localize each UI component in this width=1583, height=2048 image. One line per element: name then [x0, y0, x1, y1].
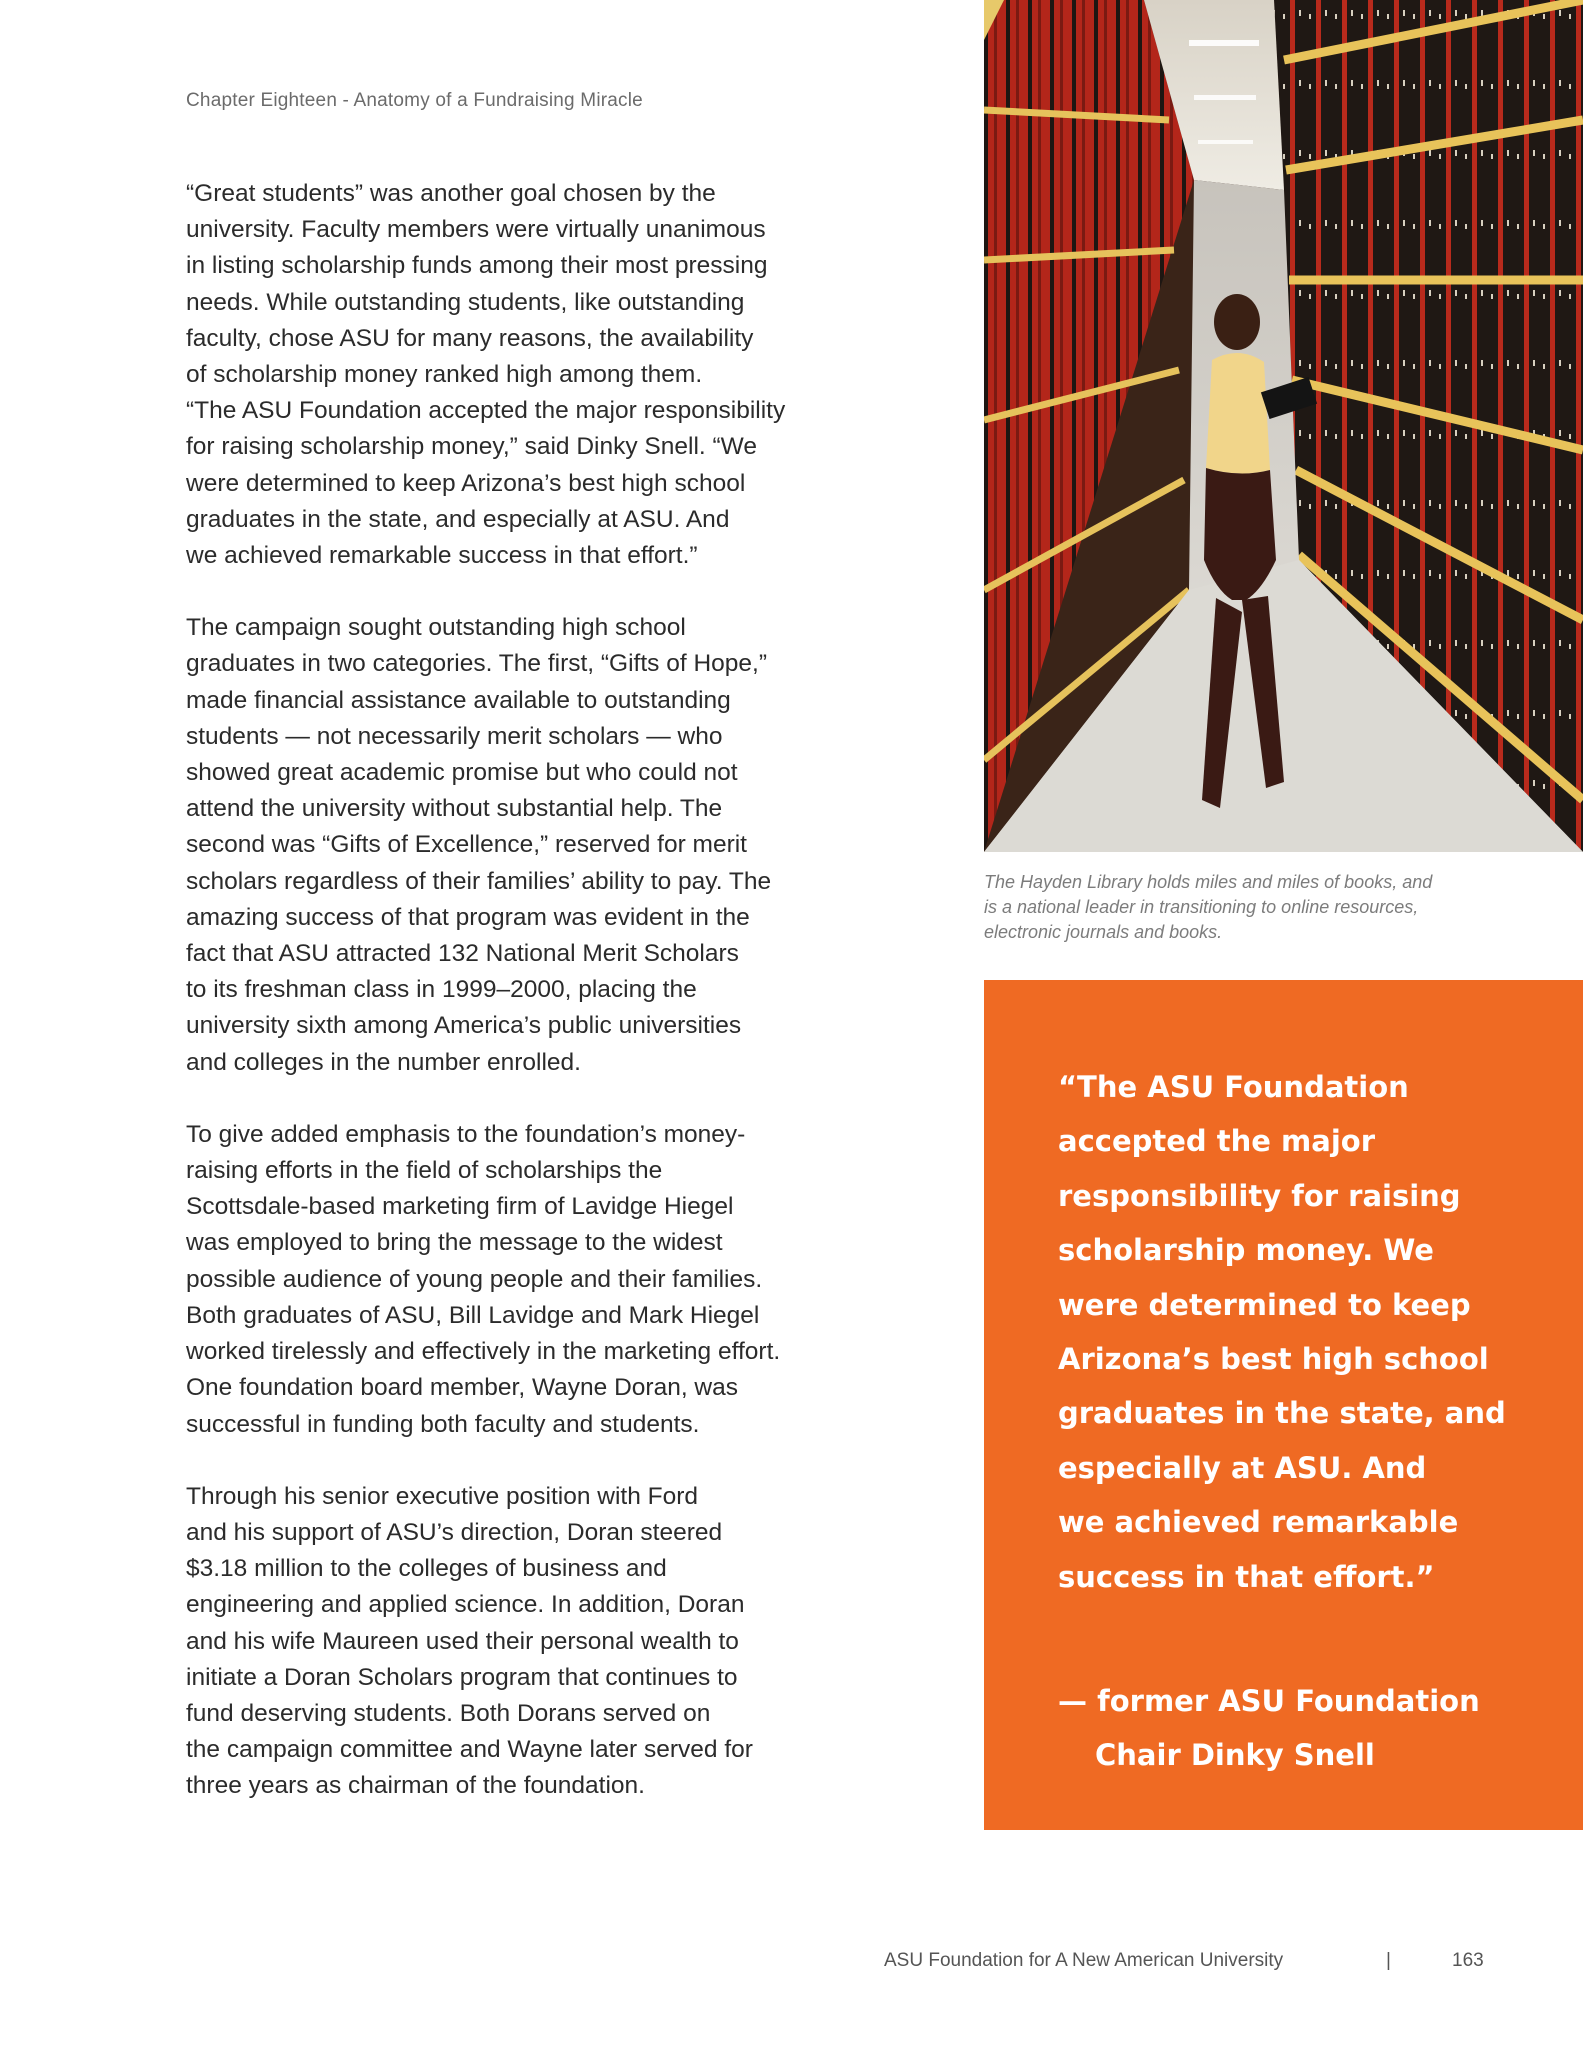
attribution-line-1: — former ASU Foundation: [1058, 1684, 1480, 1718]
paragraph-4: Through his senior executive position with Ford and his support of ASU’s direction, Doran steered $3.18 million to the colleges of business and engineering and applied science. In addition, Doran and his wife Maureen used their personal wealth to initiate a Doran Scholars program that continues to fund deserving students. Both Dorans served on the campaign committee and Wayne later served for three years as chairman of the foundation.: [186, 1482, 753, 1800]
body-text: [186, 176, 836, 1841]
chapter-header: Chapter Eighteen - Anatomy of a Fundraising Miracle: [186, 90, 643, 111]
paragraph-3: To give added emphasis to the foundation’s money- raising efforts in the field of scholarships the Scottsdale-based marketing firm of Lavidge Hiegel was employed to bring the message to the widest possible audience of young people and their families. Both graduates of ASU, Bill Lavidge and Mark Hiegel worked tirelessly and effectively in the marketing effort. One foundation board member, Wayne Doran, was successful in funding both faculty and students.: [186, 1120, 781, 1438]
paragraph-2: The campaign sought outstanding high school graduates in two categories. The first, “Gifts of Hope,” made financial assistance available to outstanding students — not necessarily merit scholars — who showed great academic promise but who could not attend the university without substantial help. The second was “Gifts of Excellence,” reserved for merit scholars regardless of their families’ ability to pay. The amazing success of that program was evident in the fact that ASU attracted 132 National Merit Scholars to its freshman class in 1999–2000, placing the university sixth among America’s public universities and colleges in the number enrolled.: [186, 614, 772, 1076]
pull-quote-attribution: [1058, 1674, 1558, 1783]
footer-separator: |: [1386, 1950, 1391, 1971]
photo-caption: The Hayden Library holds miles and miles of books, and is a national leader in transitioning to online resources, electronic journals and books.: [984, 872, 1433, 942]
page-number: 163: [1452, 1950, 1484, 1971]
pull-quote-text: “The ASU Foundation accepted the major responsibility for raising scholarship money. We were determined to keep Arizona’s best high school graduates in the state, and especially at ASU. And we achieved remarkable success in that effort.”: [1058, 1070, 1506, 1594]
library-stacks-photo: [984, 0, 1583, 852]
attribution-line-2: Chair Dinky Snell: [1095, 1738, 1375, 1773]
library-stacks-illustration: [984, 0, 1583, 852]
pull-quote-box: [984, 980, 1583, 1830]
footer-title: ASU Foundation for A New American University: [884, 1950, 1284, 1971]
paragraph-1: “Great students” was another goal chosen by the university. Faculty members were virtually unanimous in listing scholarship funds among their most pressing needs. While outstanding students, like outstanding faculty, chose ASU for many reasons, the availability of scholarship money ranked high among them. “The ASU Foundation accepted the major responsibility for raising scholarship money,” said Dinky Snell. “We were determined to keep Arizona’s best high school graduates in the state, and especially at ASU. And we achieved remarkable success in that effort.”: [186, 180, 786, 570]
